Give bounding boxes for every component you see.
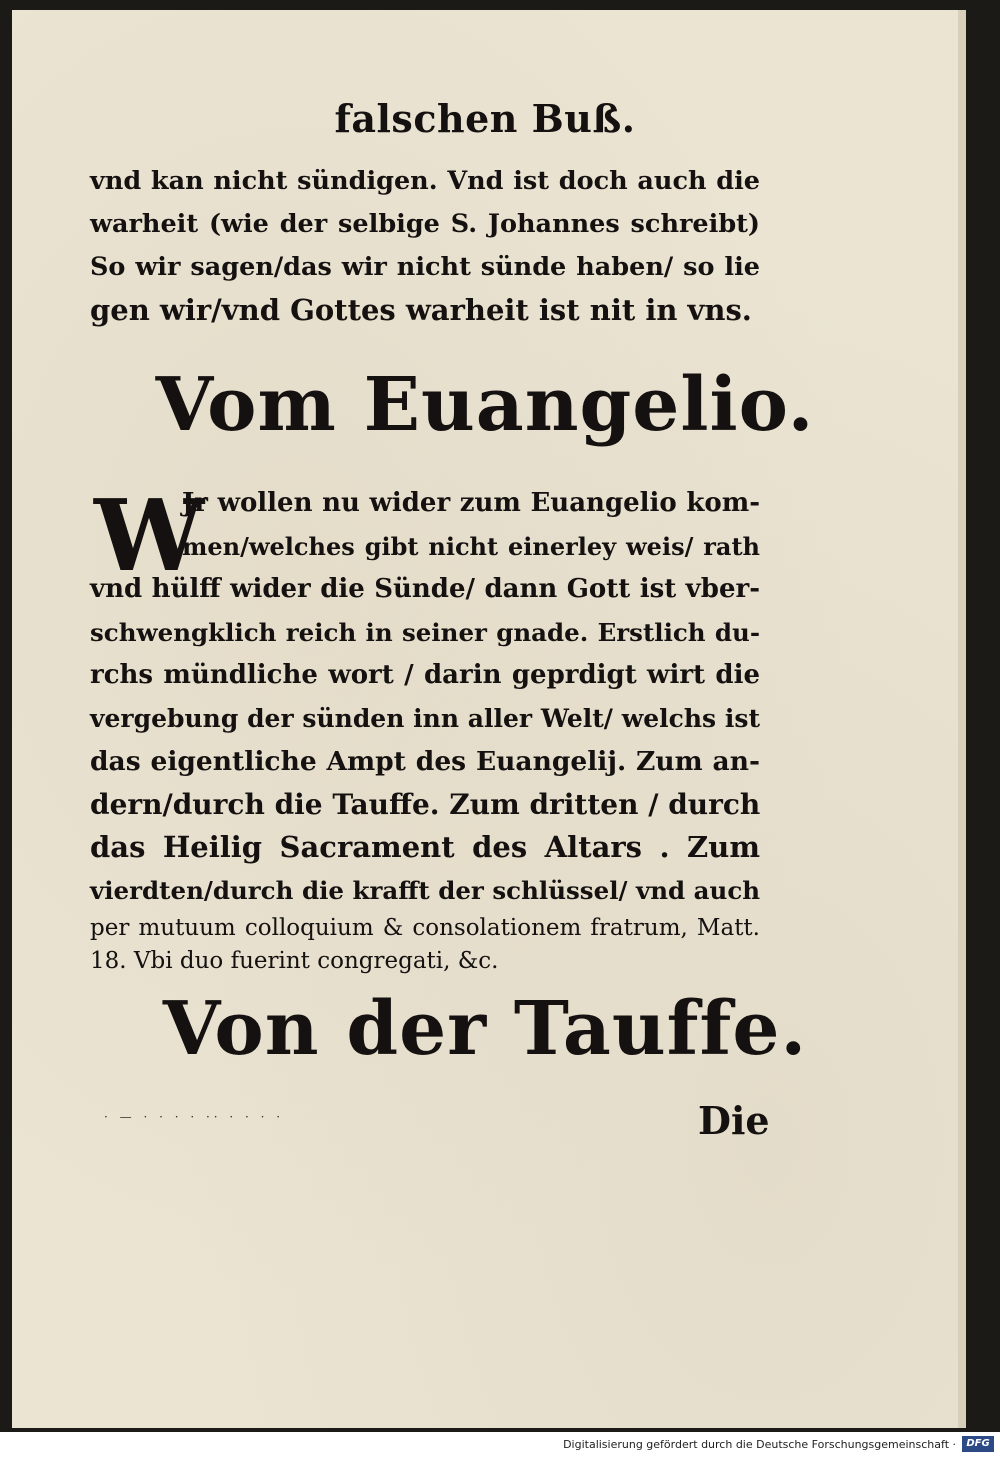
- text-line: das eigentliche Ampt des Euangelij. Zum an-: [90, 746, 760, 777]
- text-line: vnd kan nicht sündigen. Vnd ist doch auch die: [90, 166, 760, 196]
- section-2-indented-text: [182, 482, 760, 568]
- latin-line: 18. Vbi duo fuerint congregati, &c.: [90, 948, 499, 974]
- page-edge: [958, 10, 966, 1428]
- ink-specks: · — · · · · ·· · · · ·: [104, 1110, 285, 1124]
- heading-vom-euangelio: Vom Euangelio.: [155, 362, 815, 448]
- text-line: dern/durch die Tauffe. Zum dritten / durch: [90, 788, 761, 821]
- footer-bar: [0, 1432, 1000, 1458]
- text-line: warheit (wie der selbige S. Johannes schreibt): [90, 209, 760, 239]
- text-line: das Heilig Sacrament des Altars . Zum: [90, 830, 760, 864]
- catchword: Die: [698, 1098, 770, 1143]
- funding-credit: Digitalisierung gefördert durch die Deutsche Forschungsgemeinschaft ·: [563, 1438, 956, 1451]
- text-line: men/welches gibt nicht einerley weis/ rath: [182, 532, 760, 561]
- section-2-text: [90, 568, 760, 978]
- text-line: vergebung der sünden inn aller Welt/ welchs ist: [90, 704, 760, 733]
- text-line: gen wir/vnd Gottes warheit ist nit in vns.: [90, 293, 752, 327]
- dfg-logo: DFG: [962, 1436, 994, 1452]
- latin-line: per mutuum colloquium & consolationem fratrum, Matt.: [90, 915, 760, 941]
- text-line: vierdten/durch die krafft der schlüssel/ vnd auch: [90, 876, 761, 905]
- running-title: falschen Buß.: [334, 96, 636, 141]
- drop-cap: W: [94, 479, 205, 594]
- heading-von-der-tauffe: Von der Tauffe.: [162, 986, 808, 1072]
- text-line: schwengklich reich in seiner gnade. Erstlich du-: [90, 618, 760, 647]
- text-line: vnd hülff wider die Sünde/ dann Gott ist vber-: [90, 574, 760, 604]
- section-1-text: [90, 160, 760, 332]
- text-line: rchs mündliche wort / darin geprdigt wirt die: [90, 660, 760, 690]
- text-line: Jr wollen nu wider zum Euangelio kom-: [182, 488, 760, 518]
- book-page: [12, 10, 958, 1428]
- text-line: So wir sagen/das wir nicht sünde haben/ so lie: [90, 252, 760, 282]
